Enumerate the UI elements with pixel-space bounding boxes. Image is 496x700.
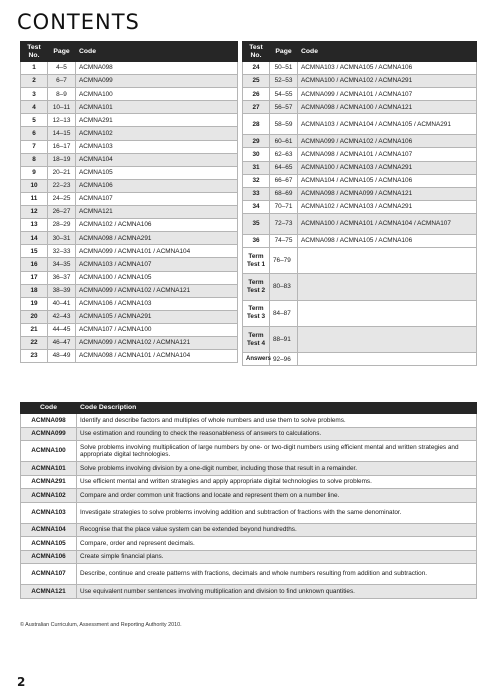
test-number: 21 bbox=[21, 323, 48, 336]
page-range: 74–75 bbox=[270, 234, 298, 247]
page-range: 80–83 bbox=[270, 274, 298, 300]
test-number: 5 bbox=[21, 114, 48, 127]
table-row bbox=[21, 427, 477, 441]
curriculum-codes: ACMNA098 / ACMNA101 / ACMNA107 bbox=[298, 148, 477, 161]
code-description: Create simple financial plans. bbox=[77, 550, 477, 564]
page-range: 16–17 bbox=[48, 140, 76, 153]
table-row bbox=[243, 174, 477, 187]
page-range: 18–19 bbox=[48, 153, 76, 166]
page-number: 2 bbox=[17, 675, 26, 689]
curriculum-code: ACMNA107 bbox=[21, 564, 77, 585]
test-number: 4 bbox=[21, 101, 48, 114]
test-number: 6 bbox=[21, 127, 48, 140]
table-row bbox=[243, 62, 477, 75]
table-row bbox=[21, 245, 238, 258]
term-test-row bbox=[243, 274, 477, 300]
empty-code-cell bbox=[298, 353, 477, 366]
term-test-label: Term Test 4 bbox=[243, 326, 270, 352]
header-test-no: Test No. bbox=[243, 42, 270, 62]
code-description: Identify and describe factors and multiples of whole numbers and use them to solve problems. bbox=[77, 414, 477, 428]
page-range: 88–91 bbox=[270, 326, 298, 352]
curriculum-codes: ACMNA102 / ACMNA103 / ACMNA291 bbox=[298, 200, 477, 213]
table-row bbox=[21, 232, 238, 245]
curriculum-codes: ACMNA099 / ACMNA102 / ACMNA121 bbox=[76, 284, 238, 297]
curriculum-codes: ACMNA099 / ACMNA101 / ACMNA104 bbox=[76, 245, 238, 258]
test-number: 31 bbox=[243, 161, 270, 174]
curriculum-codes: ACMNA106 / ACMNA103 bbox=[76, 297, 238, 310]
test-number: 12 bbox=[21, 206, 48, 219]
curriculum-codes: ACMNA105 bbox=[76, 166, 238, 179]
table-row bbox=[21, 550, 477, 564]
empty-code-cell bbox=[298, 300, 477, 326]
test-number: 15 bbox=[21, 245, 48, 258]
answers-label: Answers bbox=[243, 353, 270, 366]
page-range: 30–31 bbox=[48, 232, 76, 245]
table-row bbox=[243, 135, 477, 148]
header-code: Code bbox=[76, 42, 238, 62]
page-range: 6–7 bbox=[48, 75, 76, 88]
table-row bbox=[243, 234, 477, 247]
test-number: 11 bbox=[21, 192, 48, 205]
header-code: Code bbox=[298, 42, 477, 62]
test-number: 19 bbox=[21, 297, 48, 310]
test-number: 7 bbox=[21, 140, 48, 153]
curriculum-code: ACMNA100 bbox=[21, 441, 77, 462]
curriculum-codes: ACMNA101 bbox=[76, 101, 238, 114]
table-row bbox=[21, 564, 477, 585]
page-range: 58–59 bbox=[270, 114, 298, 135]
test-number: 32 bbox=[243, 174, 270, 187]
page-range: 48–49 bbox=[48, 350, 76, 363]
code-description: Use efficient mental and written strategies and apply appropriate digital technologies to solve problems. bbox=[77, 475, 477, 489]
curriculum-code: ACMNA103 bbox=[21, 502, 77, 523]
table-row bbox=[21, 323, 238, 336]
header-page: Page bbox=[48, 42, 76, 62]
table-row bbox=[21, 258, 238, 271]
page-title: CONTENTS bbox=[17, 10, 140, 34]
table-row bbox=[21, 192, 238, 205]
header-code: Code bbox=[21, 403, 77, 414]
contents-left-body bbox=[21, 62, 238, 363]
curriculum-codes: ACMNA098 bbox=[76, 62, 238, 75]
page-range: 4–5 bbox=[48, 62, 76, 75]
test-number: 24 bbox=[243, 62, 270, 75]
code-description: Use equivalent number sentences involving multiplication and division to find unknown quantities. bbox=[77, 585, 477, 599]
test-number: 1 bbox=[21, 62, 48, 75]
table-row bbox=[21, 140, 238, 153]
curriculum-code: ACMNA101 bbox=[21, 462, 77, 476]
curriculum-codes: ACMNA102 / ACMNA106 bbox=[76, 219, 238, 232]
test-number: 23 bbox=[21, 350, 48, 363]
curriculum-codes: ACMNA103 / ACMNA107 bbox=[76, 258, 238, 271]
table-row bbox=[243, 148, 477, 161]
table-row bbox=[21, 350, 238, 363]
table-row bbox=[21, 127, 238, 140]
table-row bbox=[21, 537, 477, 551]
curriculum-code: ACMNA291 bbox=[21, 475, 77, 489]
table-row bbox=[21, 219, 238, 232]
empty-code-cell bbox=[298, 274, 477, 300]
test-number: 8 bbox=[21, 153, 48, 166]
test-number: 29 bbox=[243, 135, 270, 148]
contents-right-body bbox=[243, 62, 477, 366]
curriculum-codes: ACMNA121 bbox=[76, 206, 238, 219]
answers-row bbox=[243, 353, 477, 366]
term-test-label: Term Test 2 bbox=[243, 274, 270, 300]
page-range: 32–33 bbox=[48, 245, 76, 258]
term-test-label: Term Test 1 bbox=[243, 248, 270, 274]
curriculum-codes: ACMNA099 / ACMNA102 / ACMNA106 bbox=[298, 135, 477, 148]
table-row bbox=[21, 414, 477, 428]
test-number: 2 bbox=[21, 75, 48, 88]
page-range: 24–25 bbox=[48, 192, 76, 205]
page-range: 50–51 bbox=[270, 62, 298, 75]
page-range: 8–9 bbox=[48, 88, 76, 101]
page-range: 36–37 bbox=[48, 271, 76, 284]
page-range: 52–53 bbox=[270, 75, 298, 88]
empty-code-cell bbox=[298, 248, 477, 274]
curriculum-codes: ACMNA100 / ACMNA103 / ACMNA291 bbox=[298, 161, 477, 174]
page-range: 72–73 bbox=[270, 213, 298, 234]
code-description: Compare, order and represent decimals. bbox=[77, 537, 477, 551]
test-number: 33 bbox=[243, 187, 270, 200]
table-row bbox=[21, 585, 477, 599]
code-description: Recognise that the place value system can be extended beyond hundredths. bbox=[77, 523, 477, 537]
contents-table-right bbox=[242, 41, 477, 366]
curriculum-codes: ACMNA098 / ACMNA105 / ACMNA106 bbox=[298, 234, 477, 247]
table-row bbox=[243, 88, 477, 101]
copyright-footnote: © Australian Curriculum, Assessment and Reporting Authority 2010. bbox=[20, 622, 182, 628]
code-description-table bbox=[20, 402, 477, 599]
table-row bbox=[243, 101, 477, 114]
table-row bbox=[21, 475, 477, 489]
curriculum-code: ACMNA104 bbox=[21, 523, 77, 537]
test-number: 17 bbox=[21, 271, 48, 284]
page-range: 76–79 bbox=[270, 248, 298, 274]
table-row bbox=[243, 200, 477, 213]
test-number: 35 bbox=[243, 213, 270, 234]
curriculum-codes: ACMNA099 bbox=[76, 75, 238, 88]
curriculum-codes: ACMNA291 bbox=[76, 114, 238, 127]
header-code-description: Code Description bbox=[77, 403, 477, 414]
test-number: 14 bbox=[21, 232, 48, 245]
page-range: 26–27 bbox=[48, 206, 76, 219]
page-range: 70–71 bbox=[270, 200, 298, 213]
curriculum-codes: ACMNA107 bbox=[76, 192, 238, 205]
test-number: 13 bbox=[21, 219, 48, 232]
curriculum-codes: ACMNA100 / ACMNA105 bbox=[76, 271, 238, 284]
curriculum-codes: ACMNA103 / ACMNA105 / ACMNA106 bbox=[298, 62, 477, 75]
table-row bbox=[21, 206, 238, 219]
curriculum-codes: ACMNA098 / ACMNA099 / ACMNA121 bbox=[298, 187, 477, 200]
curriculum-codes: ACMNA098 / ACMNA291 bbox=[76, 232, 238, 245]
test-number: 9 bbox=[21, 166, 48, 179]
page-range: 20–21 bbox=[48, 166, 76, 179]
table-row bbox=[21, 297, 238, 310]
page-range: 38–39 bbox=[48, 284, 76, 297]
page-range: 28–29 bbox=[48, 219, 76, 232]
page-range: 10–11 bbox=[48, 101, 76, 114]
curriculum-code: ACMNA102 bbox=[21, 489, 77, 503]
page-range: 12–13 bbox=[48, 114, 76, 127]
curriculum-codes: ACMNA105 / ACMNA291 bbox=[76, 310, 238, 323]
test-number: 10 bbox=[21, 179, 48, 192]
code-description: Describe, continue and create patterns with fractions, decimals and whole numbers resulting from addition and subtraction. bbox=[77, 564, 477, 585]
contents-table-left bbox=[20, 41, 238, 363]
header-page: Page bbox=[270, 42, 298, 62]
table-row bbox=[21, 271, 238, 284]
page-range: 66–67 bbox=[270, 174, 298, 187]
table-row bbox=[21, 523, 477, 537]
table-row bbox=[21, 284, 238, 297]
term-test-label: Term Test 3 bbox=[243, 300, 270, 326]
code-description: Solve problems involving division by a one-digit number, including those that result in a remainder. bbox=[77, 462, 477, 476]
page-range: 54–55 bbox=[270, 88, 298, 101]
curriculum-code: ACMNA106 bbox=[21, 550, 77, 564]
table-row bbox=[21, 153, 238, 166]
page-range: 42–43 bbox=[48, 310, 76, 323]
table-row bbox=[21, 336, 238, 349]
page-range: 44–45 bbox=[48, 323, 76, 336]
curriculum-codes: ACMNA100 bbox=[76, 88, 238, 101]
curriculum-codes: ACMNA103 bbox=[76, 140, 238, 153]
table-row bbox=[21, 179, 238, 192]
table-row bbox=[21, 489, 477, 503]
test-number: 30 bbox=[243, 148, 270, 161]
table-row bbox=[21, 502, 477, 523]
table-row bbox=[243, 161, 477, 174]
table-row bbox=[21, 310, 238, 323]
code-description: Investigate strategies to solve problems involving addition and subtraction of fractions with the same denominator. bbox=[77, 502, 477, 523]
curriculum-codes: ACMNA107 / ACMNA100 bbox=[76, 323, 238, 336]
page-range: 34–35 bbox=[48, 258, 76, 271]
table-row bbox=[21, 114, 238, 127]
page-range: 14–15 bbox=[48, 127, 76, 140]
table-row bbox=[21, 441, 477, 462]
curriculum-codes: ACMNA104 bbox=[76, 153, 238, 166]
code-description-body bbox=[21, 414, 477, 599]
header-test-no: Test No. bbox=[21, 42, 48, 62]
term-test-row bbox=[243, 300, 477, 326]
code-description: Solve problems involving multiplication of large numbers by one- or two-digit numbers using efficient mental and written strategies and appropriate digital technologies. bbox=[77, 441, 477, 462]
table-row bbox=[21, 462, 477, 476]
page-range: 60–61 bbox=[270, 135, 298, 148]
code-description: Use estimation and rounding to check the reasonableness of answers to calculations. bbox=[77, 427, 477, 441]
curriculum-codes: ACMNA099 / ACMNA102 / ACMNA121 bbox=[76, 336, 238, 349]
table-row bbox=[21, 101, 238, 114]
test-number: 34 bbox=[243, 200, 270, 213]
table-row bbox=[21, 166, 238, 179]
curriculum-codes: ACMNA098 / ACMNA100 / ACMNA121 bbox=[298, 101, 477, 114]
test-number: 3 bbox=[21, 88, 48, 101]
empty-code-cell bbox=[298, 326, 477, 352]
test-number: 22 bbox=[21, 336, 48, 349]
term-test-row bbox=[243, 326, 477, 352]
curriculum-codes: ACMNA098 / ACMNA101 / ACMNA104 bbox=[76, 350, 238, 363]
curriculum-codes: ACMNA106 bbox=[76, 179, 238, 192]
page-range: 40–41 bbox=[48, 297, 76, 310]
curriculum-codes: ACMNA103 / ACMNA104 / ACMNA105 / ACMNA291 bbox=[298, 114, 477, 135]
test-number: 25 bbox=[243, 75, 270, 88]
table-row bbox=[243, 114, 477, 135]
table-row bbox=[21, 88, 238, 101]
test-number: 26 bbox=[243, 88, 270, 101]
curriculum-code: ACMNA098 bbox=[21, 414, 77, 428]
test-number: 27 bbox=[243, 101, 270, 114]
page-range: 84–87 bbox=[270, 300, 298, 326]
curriculum-codes: ACMNA100 / ACMNA102 / ACMNA291 bbox=[298, 75, 477, 88]
table-row bbox=[21, 75, 238, 88]
code-description: Compare and order common unit fractions and locate and represent them on a number line. bbox=[77, 489, 477, 503]
curriculum-code: ACMNA105 bbox=[21, 537, 77, 551]
page-range: 68–69 bbox=[270, 187, 298, 200]
test-number: 18 bbox=[21, 284, 48, 297]
page-range: 92–96 bbox=[270, 353, 298, 366]
table-row bbox=[243, 75, 477, 88]
test-number: 28 bbox=[243, 114, 270, 135]
page-range: 22–23 bbox=[48, 179, 76, 192]
page-range: 64–65 bbox=[270, 161, 298, 174]
curriculum-codes: ACMNA099 / ACMNA101 / ACMNA107 bbox=[298, 88, 477, 101]
curriculum-codes: ACMNA102 bbox=[76, 127, 238, 140]
test-number: 36 bbox=[243, 234, 270, 247]
table-row bbox=[243, 213, 477, 234]
term-test-row bbox=[243, 248, 477, 274]
curriculum-codes: ACMNA104 / ACMNA105 / ACMNA106 bbox=[298, 174, 477, 187]
table-row bbox=[21, 62, 238, 75]
curriculum-codes: ACMNA100 / ACMNA101 / ACMNA104 / ACMNA107 bbox=[298, 213, 477, 234]
test-number: 16 bbox=[21, 258, 48, 271]
test-number: 20 bbox=[21, 310, 48, 323]
curriculum-code: ACMNA121 bbox=[21, 585, 77, 599]
curriculum-code: ACMNA099 bbox=[21, 427, 77, 441]
page-range: 62–63 bbox=[270, 148, 298, 161]
page-range: 46–47 bbox=[48, 336, 76, 349]
page-range: 56–57 bbox=[270, 101, 298, 114]
table-row bbox=[243, 187, 477, 200]
